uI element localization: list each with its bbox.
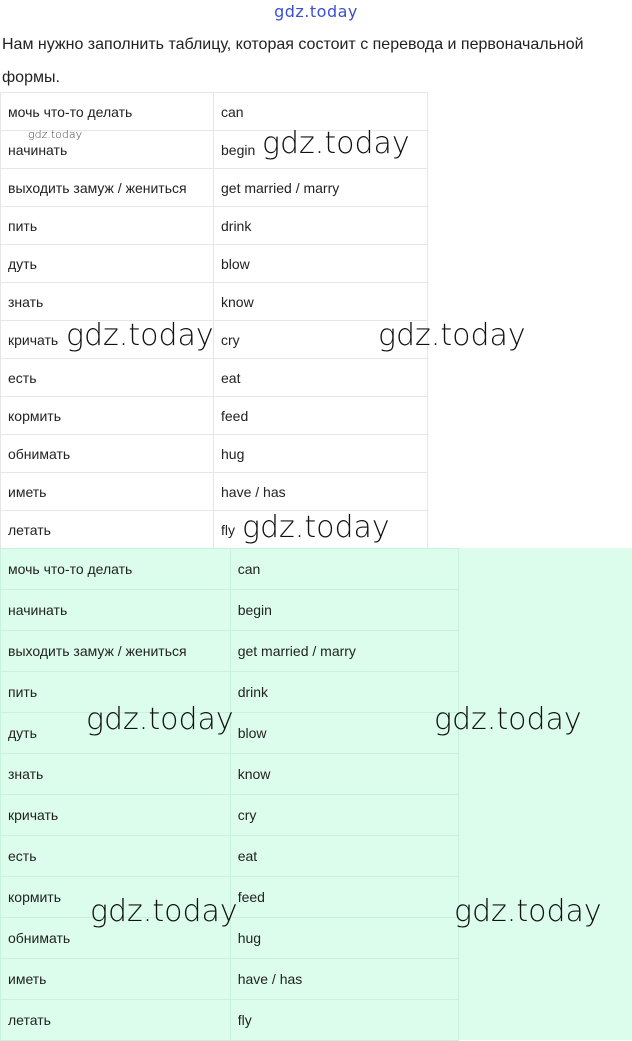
watermark: gdz.today [454,894,602,929]
russian-cell: иметь [1,959,231,1000]
english-cell: have / has [214,473,428,511]
english-cell: get married / marry [230,631,458,672]
english-cell: eat [214,359,428,397]
english-cell: know [230,754,458,795]
english-cell: drink [230,672,458,713]
table-row [1,207,428,245]
watermark: gdz.today [434,702,582,737]
russian-cell: кричать [1,321,214,359]
english-cell: hug [230,918,458,959]
watermark: gdz.today [378,318,526,353]
table-row [1,93,428,131]
watermark: gdz.today [90,894,238,929]
table-row [1,321,428,359]
watermark-small: gdz.today [28,128,83,141]
table-row [1,590,459,631]
english-cell: can [214,93,428,131]
russian-cell: выходить замуж / жениться [1,169,214,207]
watermark: gdz.today [262,126,410,161]
russian-cell: летать [1,1000,231,1041]
watermark: gdz.today [242,510,390,545]
english-cell: feed [214,397,428,435]
russian-cell: есть [1,836,231,877]
english-cell: fly [214,511,428,549]
english-cell: begin [230,590,458,631]
english-cell: get married / marry [214,169,428,207]
table-row [1,631,459,672]
english-cell: feed [230,877,458,918]
table-row [1,959,459,1000]
table-row [1,283,428,321]
english-cell: blow [214,245,428,283]
russian-cell: обнимать [1,435,214,473]
table-row [1,1000,459,1041]
russian-cell: пить [1,672,231,713]
russian-cell: летать [1,511,214,549]
russian-cell: дуть [1,713,231,754]
russian-cell: начинать [1,590,231,631]
russian-cell: знать [1,283,214,321]
table-row [1,754,459,795]
english-cell: drink [214,207,428,245]
table-row [1,359,428,397]
table-row [1,169,428,207]
english-cell: blow [230,713,458,754]
table-row [1,435,428,473]
watermark: gdz.today [86,702,234,737]
english-cell: fly [230,1000,458,1041]
russian-cell: выходить замуж / жениться [1,631,231,672]
english-cell: cry [230,795,458,836]
table-row [1,836,459,877]
english-cell: cry [214,321,428,359]
english-cell: have / has [230,959,458,1000]
english-cell: begin [214,131,428,169]
russian-cell: кормить [1,397,214,435]
english-cell: know [214,283,428,321]
russian-cell: кричать [1,795,231,836]
russian-cell: знать [1,754,231,795]
table-row [1,397,428,435]
russian-cell: иметь [1,473,214,511]
intro-text: Нам нужно заполнить таблицу, которая состоит с перевода и первоначальной формы. [2,36,584,86]
russian-cell: есть [1,359,214,397]
russian-cell: дуть [1,245,214,283]
answer-table [0,548,459,1041]
table-row [1,795,459,836]
russian-cell: пить [1,207,214,245]
russian-cell: начинать [1,131,214,169]
answer-table-body [1,549,459,1041]
russian-cell: кормить [1,877,231,918]
english-cell: hug [214,435,428,473]
table-row [1,245,428,283]
russian-cell: мочь что-то делать [1,93,214,131]
english-cell: can [230,549,458,590]
table-row [1,549,459,590]
russian-cell: мочь что-то делать [1,549,231,590]
watermark: gdz.today [66,318,214,353]
top-watermark: gdz.today [274,2,358,21]
table-row [1,473,428,511]
russian-cell: обнимать [1,918,231,959]
english-cell: eat [230,836,458,877]
